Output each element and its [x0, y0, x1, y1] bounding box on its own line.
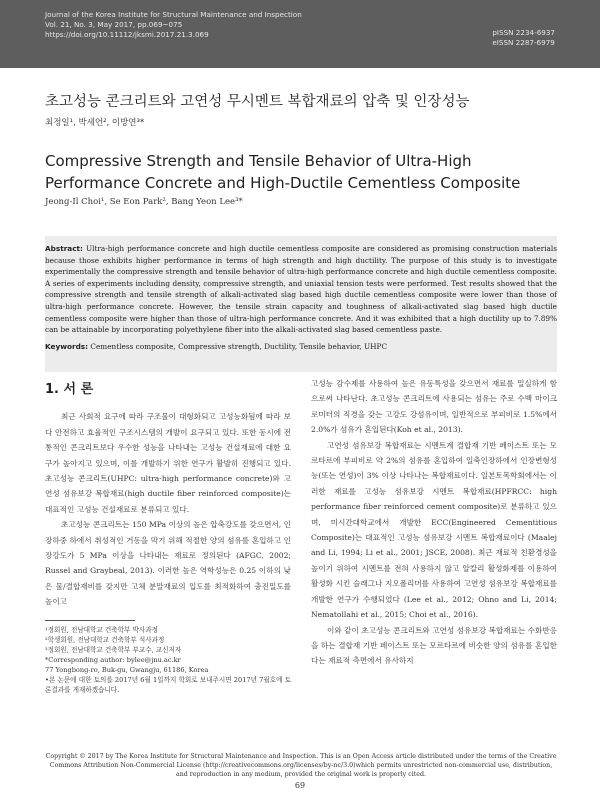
section-heading: 1. 서 론	[45, 382, 94, 397]
issn-info	[492, 28, 555, 48]
journal-info	[45, 10, 302, 40]
paragraph: 이와 같이 초고성능 콘크리트와 고연성 섬유보강 복합재료는 수화반응을 하는 결합재 기반 페이스트 또는 모르타르에 비슷한 양의 섬유를 혼입한다는 재료적 측면에서 유사하지	[311, 625, 557, 666]
footnote: ²학생회원, 전남대학교 건축학부 석사과정	[45, 635, 165, 644]
title-korean: 초고성능 콘크리트와 고연성 무시멘트 복합재료의 압축 및 인장성능	[45, 94, 470, 110]
abstract-label: Abstract:	[45, 244, 83, 253]
journal-name: Journal of the Korea Institute for Structural Maintenance and Inspection	[45, 10, 302, 19]
eissn: eISSN 2287-6979	[492, 38, 555, 47]
footnote-divider	[45, 620, 135, 621]
journal-volume: Vol. 21, No. 3, May 2017, pp.069~075	[45, 20, 183, 29]
authors-english: Jeong-Il Choi¹, Se Eon Park², Bang Yeon Lee³*	[45, 197, 243, 207]
journal-doi: https://doi.org/10.11112/jksmi.2017.21.3.069	[45, 30, 209, 39]
keywords-label: Keywords:	[45, 341, 89, 351]
paragraph: 최근 사회적 요구에 따라 구조물이 대형화되고 고성능화됨에 따라 보다 안전하고 효율적인 구조시스템의 개발이 요구되고 있다. 또한 동시에 전통적인 콘크리트보다 우수한 성능을 나타내는 고성능 건설재료에 대한 요구가 높아지고 있으며, 이를 개발하기 위한 연구가 활발히 진행되고 있다. 초고성능 콘크리트(UHPC: ultra-high performance concrete)와 고연성 섬유보강 복합재료(high ductile fiber reinforced composite)는 대표적인 고성능 건설재료로 분류되고 있다.	[45, 412, 291, 514]
left-column	[45, 376, 291, 695]
authors-korean: 최정일¹, 박세언², 이방연³*	[45, 118, 145, 128]
keywords-text: Cementless composite, Compressive strength, Ductility, Tensile behavior, UHPC	[90, 341, 388, 351]
footnote-address: 77 Yongbong-ro, Buk-gu, Gwangju, 61186, Korea	[45, 665, 209, 674]
abstract	[45, 240, 557, 336]
footnote-corresponding: *Corresponding author: bylee@jnu.ac.kr	[45, 655, 181, 664]
paragraph: 고연성 섬유보강 복합재료는 시멘트계 결합재 기반 페이스트 또는 모르타르에 부피비로 약 2%의 섬유를 혼입하여 일축인장하에서 인장변형성능(또는 연성)이 3% 이상 나타나는 복합재료이다. 일본토목학회에서는 이러한 재료를 고성능 섬유보강 시멘트 복합재료(HPFRCC: high performance fiber reinforced cement composite)로 분류하고 있으며, 미시간대학교에서 개발한 ECC(Engineered Cementitious Composite)는 대표적인 고성능 섬유보강 시멘트 복합재료이다 (Maalej and Li, 1994; Li et al., 2001; JSCE, 2008). 최근 재료적 친환경성을 높이기 위하여 시멘트를 전혀 사용하지 않고 알칼리 활성화제를 이용하여 활성화 시킨 슬래그나 지오폴리머를 사용하여 고연성 섬유보강 복합재료를 개발한 연구가 수행되었다 (Lee et al., 2012; Ohno and Li, 2014; Nematollahi et al., 2015; Choi et al., 2016).	[311, 440, 557, 620]
title-english: Compressive Strength and Tensile Behavior of Ultra-High Performance Concrete and High-Ductile Cementless Composite	[45, 152, 521, 192]
copyright-notice: Copyright © 2017 by The Korea Institute for Structural Maintenance and Inspection. This is an Open Access article distributed under the terms of the Creative Commons Attribution Non-Commercial License (http://creativecommons.org/licenses/by-nc/3.0)which permits unrestricted non-commercial use, distribution, and reproduction in any medium, provided the original work is properly cited.	[45, 753, 557, 778]
footnote: ¹정회원, 전남대학교 건축학부 박사과정	[45, 625, 158, 634]
abstract-box	[45, 236, 557, 372]
right-column	[311, 376, 557, 669]
pissn: pISSN 2234-6937	[492, 28, 555, 37]
abstract-text: Ultra-high performance concrete and high ductile cementless composite are considered as promising construction materials because those exhibits higher performance in terms of high strength and high ductility. The purpose of this study is to investigate experimentally the compressive strength and tensile behavior of ultra-high performance concrete and high ductile cementless composite. A series of experiments including density, compressive strength, and uniaxial tension tests were performed. Test results showed that the compressive strength and tensile strength of alkali-activated slag based high ductile cementless composite were lower than those of ultra-high performance concrete. However, the tensile strain capacity and toughness of alkali-activated slag based high ductile cementless composite were higher than those of ultra-high performance concrete. And it was exhibited that a high ductility up to 7.89% can be attainable by incorporating polyethylene fiber into the alkali-activated slag based cementless paste.	[45, 244, 557, 335]
footnote: ³정회원, 전남대학교 건축학부 부교수, 교신저자	[45, 645, 182, 654]
footnote-discussion: •본 논문에 대한 토의를 2017년 6월 1일까지 학회로 보내주시면 2017년 7월호에 토론결과를 게재하겠습니다.	[45, 675, 291, 694]
journal-header	[0, 0, 600, 68]
footnotes	[45, 625, 291, 695]
page-number: 69	[294, 781, 306, 790]
keywords	[45, 341, 557, 352]
paragraph: 초고성능 콘크리트는 150 MPa 이상의 높은 압축강도를 갖으면서, 인장하중 하에서 취성적인 거동을 막기 위해 적절한 양의 섬유를 혼입하고 인장강도가 5 MPa 이상을 나타내는 재료로 정의된다 (AFGC, 2002; Russel and Graybeal, 2013). 이러한 높은 역학성능은 0.25 이하의 낮은 물/결합재비를 갖지만 고체 분말재료의 입도를 최적화하여 충진밀도를 높이고	[45, 520, 291, 607]
paragraph: 고성능 감수제를 사용하여 높은 유동특성을 갖으면서 재료를 밀실하게 함으로써 나타난다. 초고성능 콘크리트에 사용되는 섬유는 주로 수백 마이크로미터의 직경을 갖는 고강도 강섬유이며, 일반적으로 부피비로 1.5%에서 2.0%가 섬유가 혼입된다(Koh et al., 2013).	[311, 379, 557, 435]
